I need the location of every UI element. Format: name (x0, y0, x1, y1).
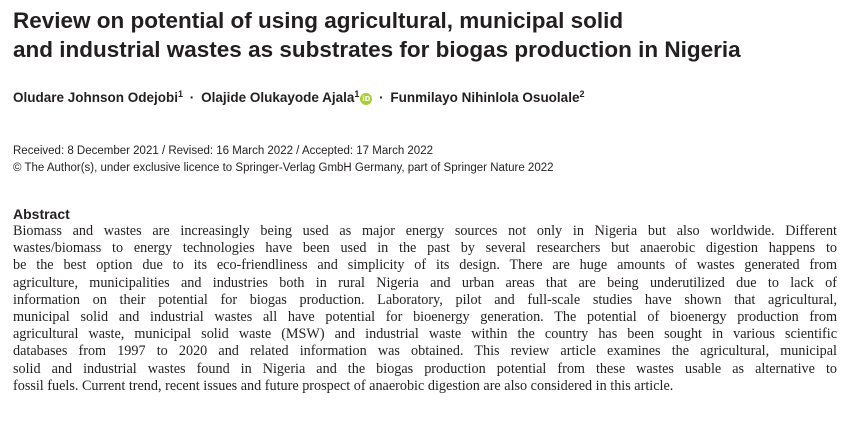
title-line: Review on potential of using agricultural, municipal solid (13, 8, 624, 33)
abstract-line: Biomass and wastes are increasingly being used as major energy sources not only in Nigeria but also worldwide. Different (13, 223, 837, 239)
abstract-line: databases from 1997 to 2020 and related information was obtained. This review article examines the agricultural, municipal (13, 343, 837, 360)
abstract-heading: Abstract (13, 206, 70, 222)
abstract-line: wastes/biomass to energy technologies have been used in the past by several researchers but anaerobic digestion happens to (13, 240, 837, 257)
abstract-line: municipal solid and industrial wastes all have potential for bioenergy generation. The potential of bioenergy production from (13, 309, 837, 326)
author-list (13, 89, 584, 107)
author-separator: · (379, 90, 384, 105)
abstract-body (13, 223, 837, 395)
author-name[interactable]: Oludare Johnson Odejobi (13, 90, 179, 105)
affiliation-marker: 2 (579, 89, 585, 99)
abstract-line: fossil fuels. Current trend, recent issues and future prospect of anaerobic digestion are also considered in this article. (13, 377, 674, 394)
abstract-line: information on their potential for biogas production. Laboratory, pilot and full-scale studies have shown that agricultural, (13, 291, 837, 308)
abstract-line: agriculture, municipalities and industries both in rural Nigeria and urban areas that are being underutilized due to lack of (13, 274, 837, 291)
publication-dates: Received: 8 December 2021 / Revised: 16 March 2022 / Accepted: 17 March 2022 (13, 145, 433, 157)
title-line: and industrial wastes as substrates for biogas production in Nigeria (13, 37, 741, 62)
author-separator: · (189, 90, 195, 105)
abstract-line: solid and industrial wastes found in Nigeria and the biogas production potential from these wastes usable as alternative to (13, 360, 837, 377)
affiliation-marker: 1 (178, 89, 184, 99)
affiliation-marker: 1 (354, 89, 360, 99)
paper-title (13, 6, 843, 64)
author-name[interactable]: Olajide Olukayode Ajala (201, 90, 355, 105)
article-history (13, 143, 554, 177)
orcid-icon[interactable]: iD (362, 95, 371, 103)
copyright-notice: © The Author(s), under exclusive licence to Springer-Verlag GmbH Germany, part of Springer Nature 2022 (13, 162, 554, 174)
author-name[interactable]: Funmilayo Nihinlola Osuolale (390, 90, 580, 105)
abstract-line: be the best option due to its eco-friendliness and simplicity of its design. There are huge amounts of wastes generated from (13, 257, 837, 274)
abstract-line: agricultural waste, municipal solid waste (MSW) and industrial waste within the country has been sought in various scientific (13, 326, 837, 343)
